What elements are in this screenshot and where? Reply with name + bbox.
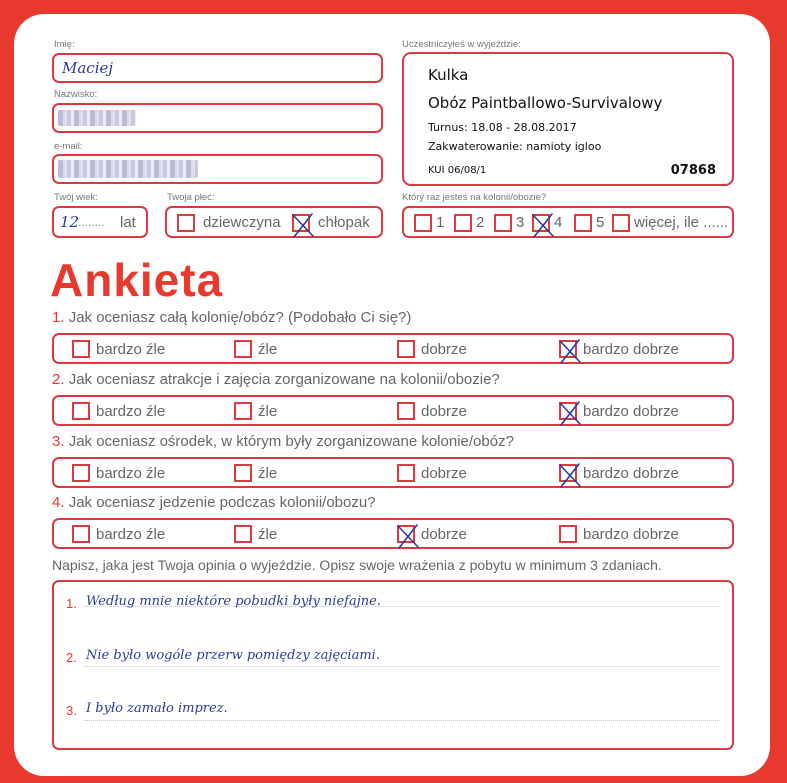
- opinion-line-2: [84, 666, 720, 667]
- rating-label: źle: [258, 341, 278, 358]
- age-unit: lat: [120, 214, 136, 231]
- gender-option-female: dziewczyna: [203, 214, 281, 231]
- rating-label: źle: [258, 526, 278, 543]
- opinion-prompt: Napisz, jaka jest Twoja opinia o wyjeździe. Opisz swoje wrażenia z pobytu w minimum 3 zdaniach.: [52, 557, 662, 573]
- rating-checkbox[interactable]: [397, 464, 415, 482]
- rating-label: bardzo źle: [96, 526, 166, 543]
- rating-label: bardzo dobrze: [583, 403, 679, 420]
- times-option-4: 4: [554, 214, 563, 231]
- rating-checkbox[interactable]: [559, 525, 577, 543]
- question-1-answers: [52, 333, 734, 364]
- survey-title: Ankieta: [50, 254, 224, 306]
- rating-label: dobrze: [421, 403, 467, 420]
- question-number: 1.: [52, 309, 65, 326]
- gender-checkbox-female[interactable]: [177, 214, 195, 232]
- trip-label: Uczestniczyłeś w wyjeździe:: [402, 39, 521, 50]
- gender-checkbox-male[interactable]: [292, 214, 310, 232]
- age-field[interactable]: [52, 206, 148, 238]
- question-text: Jak oceniasz atrakcje i zajęcia zorganizowane na kolonii/obozie?: [68, 371, 500, 388]
- question-4: [52, 494, 376, 511]
- times-option-more: więcej, ile ......: [634, 214, 729, 231]
- rating-label: bardzo dobrze: [583, 465, 679, 482]
- x-mark-icon: [557, 461, 583, 489]
- opinion-line-number-1: 1.: [66, 596, 77, 611]
- redacted-surname: [58, 110, 136, 126]
- rating-checkbox[interactable]: [72, 402, 90, 420]
- surname-label: Nazwisko:: [54, 89, 98, 100]
- name-label: Imię:: [54, 39, 75, 50]
- email-field[interactable]: [52, 154, 383, 184]
- rating-checkbox[interactable]: [72, 525, 90, 543]
- age-label: Twój wiek:: [54, 192, 98, 203]
- trip-code: KUI 06/08/1: [428, 165, 487, 176]
- surname-field[interactable]: [52, 103, 383, 133]
- rating-checkbox[interactable]: [72, 464, 90, 482]
- question-2: [52, 371, 500, 388]
- times-checkbox-2[interactable]: [454, 214, 472, 232]
- x-mark-icon: [290, 211, 316, 239]
- rating-label: bardzo źle: [96, 341, 166, 358]
- opinion-line-number-2: 2.: [66, 650, 77, 665]
- question-number: 4.: [52, 494, 65, 511]
- trip-type: Obóz Paintballowo-Survivalowy: [428, 94, 663, 112]
- opinion-answer-2: Nie było wogóle przerw pomiędzy zajęciami.: [86, 648, 380, 663]
- trip-number: 07868: [670, 163, 716, 178]
- gender-field: [165, 206, 383, 238]
- rating-checkbox[interactable]: [397, 340, 415, 358]
- rating-label: bardzo dobrze: [583, 341, 679, 358]
- times-field: [402, 206, 734, 238]
- name-field[interactable]: [52, 53, 383, 83]
- times-option-1: 1: [436, 214, 445, 231]
- times-label: Który raz jesteś na kolonii/obozie?: [402, 192, 547, 203]
- x-mark-icon: [557, 337, 583, 365]
- question-number: 2.: [52, 371, 65, 388]
- question-text: Jak oceniasz ośrodek, w którym były zorganizowane kolonie/obóz?: [68, 433, 514, 450]
- trip-name: Kulka: [428, 66, 469, 84]
- x-mark-icon: [395, 522, 421, 550]
- times-checkbox-3[interactable]: [494, 214, 512, 232]
- rating-label: dobrze: [421, 526, 467, 543]
- x-mark-icon: [557, 399, 583, 427]
- rating-checkbox[interactable]: [559, 464, 577, 482]
- times-option-5: 5: [596, 214, 605, 231]
- rating-label: dobrze: [421, 341, 467, 358]
- opinion-answer-3: I było zamało imprez.: [86, 701, 228, 716]
- gender-option-male: chłopak: [318, 214, 370, 231]
- trip-turnus: Turnus: 18.08 - 28.08.2017: [428, 121, 577, 134]
- times-option-2: 2: [476, 214, 485, 231]
- trip-info-box: [402, 52, 734, 186]
- gender-label: Twoja płeć:: [167, 192, 215, 203]
- rating-label: bardzo dobrze: [583, 526, 679, 543]
- question-text: Jak oceniasz całą kolonię/obóz? (Podobało Ci się?): [68, 309, 412, 326]
- rating-label: dobrze: [421, 465, 467, 482]
- rating-checkbox[interactable]: [559, 402, 577, 420]
- rating-checkbox[interactable]: [234, 340, 252, 358]
- rating-checkbox[interactable]: [397, 402, 415, 420]
- name-value: Maciej: [62, 59, 114, 77]
- rating-label: bardzo źle: [96, 403, 166, 420]
- question-2-answers: [52, 395, 734, 426]
- trip-accommodation: Zakwaterowanie: namioty igloo: [428, 140, 602, 153]
- x-mark-icon: [530, 211, 556, 239]
- rating-label: źle: [258, 403, 278, 420]
- question-number: 3.: [52, 433, 65, 450]
- redacted-email: [58, 160, 198, 178]
- question-4-answers: [52, 518, 734, 549]
- question-1: [52, 309, 411, 326]
- rating-checkbox[interactable]: [559, 340, 577, 358]
- rating-label: bardzo źle: [96, 465, 166, 482]
- rating-checkbox[interactable]: [72, 340, 90, 358]
- rating-checkbox[interactable]: [234, 525, 252, 543]
- rating-checkbox[interactable]: [234, 464, 252, 482]
- age-value: 12: [60, 213, 80, 231]
- rating-checkbox[interactable]: [234, 402, 252, 420]
- times-checkbox-more[interactable]: [612, 214, 630, 232]
- times-checkbox-5[interactable]: [574, 214, 592, 232]
- opinion-line-number-3: 3.: [66, 703, 77, 718]
- opinion-answer-1: Według mnie niektóre pobudki były niefajne.: [86, 594, 381, 609]
- question-3-answers: [52, 457, 734, 488]
- times-checkbox-1[interactable]: [414, 214, 432, 232]
- email-label: e-mail:: [54, 141, 83, 152]
- opinion-line-3: [84, 720, 720, 721]
- rating-label: źle: [258, 465, 278, 482]
- question-3: [52, 433, 514, 450]
- rating-checkbox[interactable]: [397, 525, 415, 543]
- question-text: Jak oceniasz jedzenie podczas kolonii/obozu?: [68, 494, 376, 511]
- age-dots: ........: [78, 215, 105, 229]
- times-option-3: 3: [516, 214, 525, 231]
- times-checkbox-4[interactable]: [532, 214, 550, 232]
